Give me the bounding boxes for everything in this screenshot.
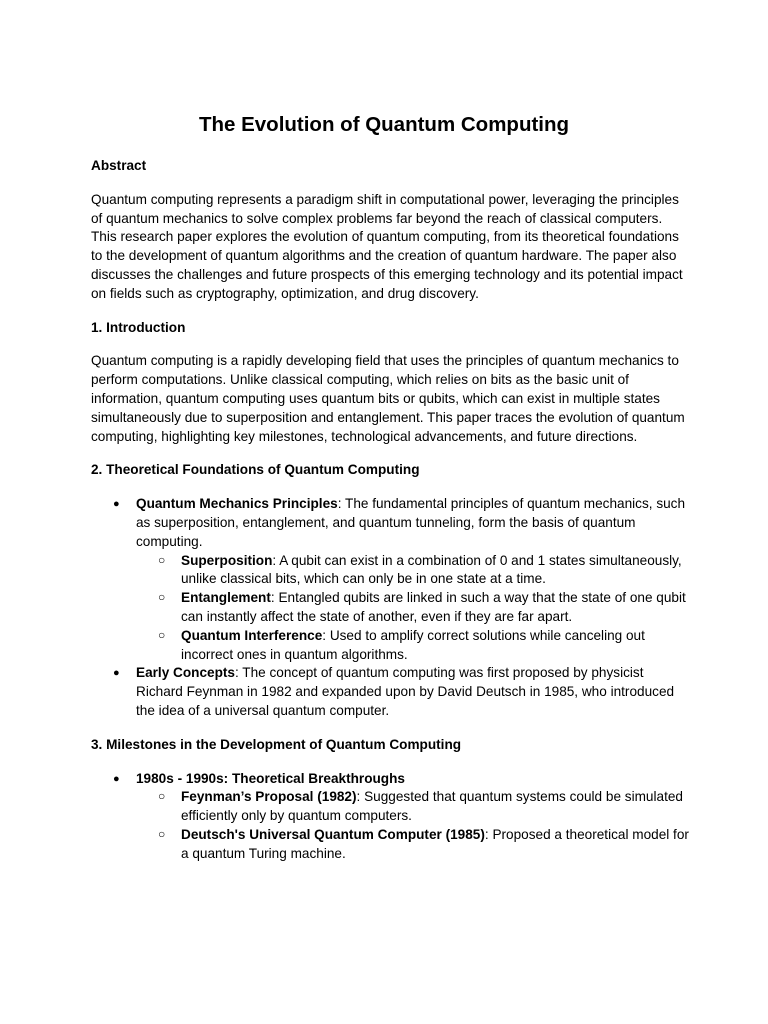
hollow-bullet-icon: ○ <box>158 627 166 642</box>
list-item-term: Early Concepts <box>136 665 235 681</box>
sub-list-item-term: Quantum Interference <box>181 627 323 643</box>
introduction-heading: 1. Introduction <box>91 319 186 335</box>
sub-list-item-text: : Suggested that quantum systems could be simulated efficiently only by quantum computers. <box>181 789 683 824</box>
document-body <box>91 112 691 879</box>
list-item-text: : The fundamental principles of quantum mechanics, such as superposition, entanglement, and quantum tunneling, form the basis of quantum computing. <box>136 496 686 549</box>
list-item <box>91 495 691 664</box>
list-item <box>91 770 691 864</box>
milestones-list <box>91 770 691 864</box>
foundations-heading: 2. Theoretical Foundations of Quantum Computing <box>91 462 420 478</box>
bullet-icon: ● <box>113 772 120 785</box>
sub-list-item-term: Feynman’s Proposal (1982) <box>181 789 357 805</box>
list-item-term: Quantum Mechanics Principles <box>136 496 338 512</box>
sub-list-item-text: : Used to amplify correct solutions while canceling out incorrect ones in quantum algorithms. <box>181 627 645 662</box>
sub-list-item-term: Entanglement <box>181 590 271 606</box>
sub-list-item <box>136 627 691 665</box>
abstract-text: Quantum computing represents a paradigm shift in computational power, leveraging the principles of quantum mechanics to solve complex problems far beyond the reach of classical computers. This research paper explores the evolution of quantum computing, from its theoretical foundations to the development of quantum algorithms and the creation of quantum hardware. The paper also discusses the challenges and future prospects of this emerging technology and its potential impact on fields such as cryptography, optimization, and drug discovery. <box>91 191 683 301</box>
sub-list-item <box>136 826 691 864</box>
introduction-text: Quantum computing is a rapidly developing field that uses the principles of quantum mechanics to perform computations. Unlike classical computing, which relies on bits as the basic unit of information, quantum computing uses quantum bits or qubits, which can exist in multiple states simultaneously due to superposition and entanglement. This paper traces the evolution of quantum computing, highlighting key milestones, technological advancements, and future directions. <box>91 353 685 444</box>
sub-list-item-term: Deutsch's Universal Quantum Computer (1985) <box>181 826 485 842</box>
sub-list-item-text: : A qubit can exist in a combination of 0 and 1 states simultaneously, unlike classical bits, which can only be in one state at a time. <box>181 552 682 587</box>
bullet-icon: ● <box>113 498 120 511</box>
document-title: The Evolution of Quantum Computing <box>198 113 570 136</box>
sub-list-item <box>136 788 691 826</box>
abstract-heading: Abstract <box>91 158 147 173</box>
sub-list-item <box>136 552 691 590</box>
foundations-list <box>91 495 691 721</box>
list-item-term: 1980s - 1990s: Theoretical Breakthroughs <box>136 770 405 786</box>
sub-list-item-term: Superposition <box>181 552 273 568</box>
sub-list-item-text: : Entangled qubits are linked in such a way that the state of one qubit can instantly affect the state of another, even if they are far apart. <box>181 590 686 624</box>
milestones-heading: 3. Milestones in the Development of Quantum Computing <box>91 736 462 752</box>
sub-list-item <box>136 589 691 627</box>
sub-list <box>136 552 691 665</box>
sub-list-item-text: : Proposed a theoretical model for a quantum Turing machine. <box>181 826 689 861</box>
sub-list <box>136 788 691 863</box>
hollow-bullet-icon: ○ <box>158 590 166 605</box>
list-item <box>91 664 691 720</box>
list-item-text: : The concept of quantum computing was first proposed by physicist Richard Feynman in 1982 and expanded upon by David Deutsch in 1985, who introduced the idea of a universal quantum computer. <box>136 665 675 718</box>
hollow-bullet-icon: ○ <box>158 789 166 804</box>
bullet-icon: ● <box>113 667 120 680</box>
hollow-bullet-icon: ○ <box>158 826 166 841</box>
hollow-bullet-icon: ○ <box>158 552 166 567</box>
